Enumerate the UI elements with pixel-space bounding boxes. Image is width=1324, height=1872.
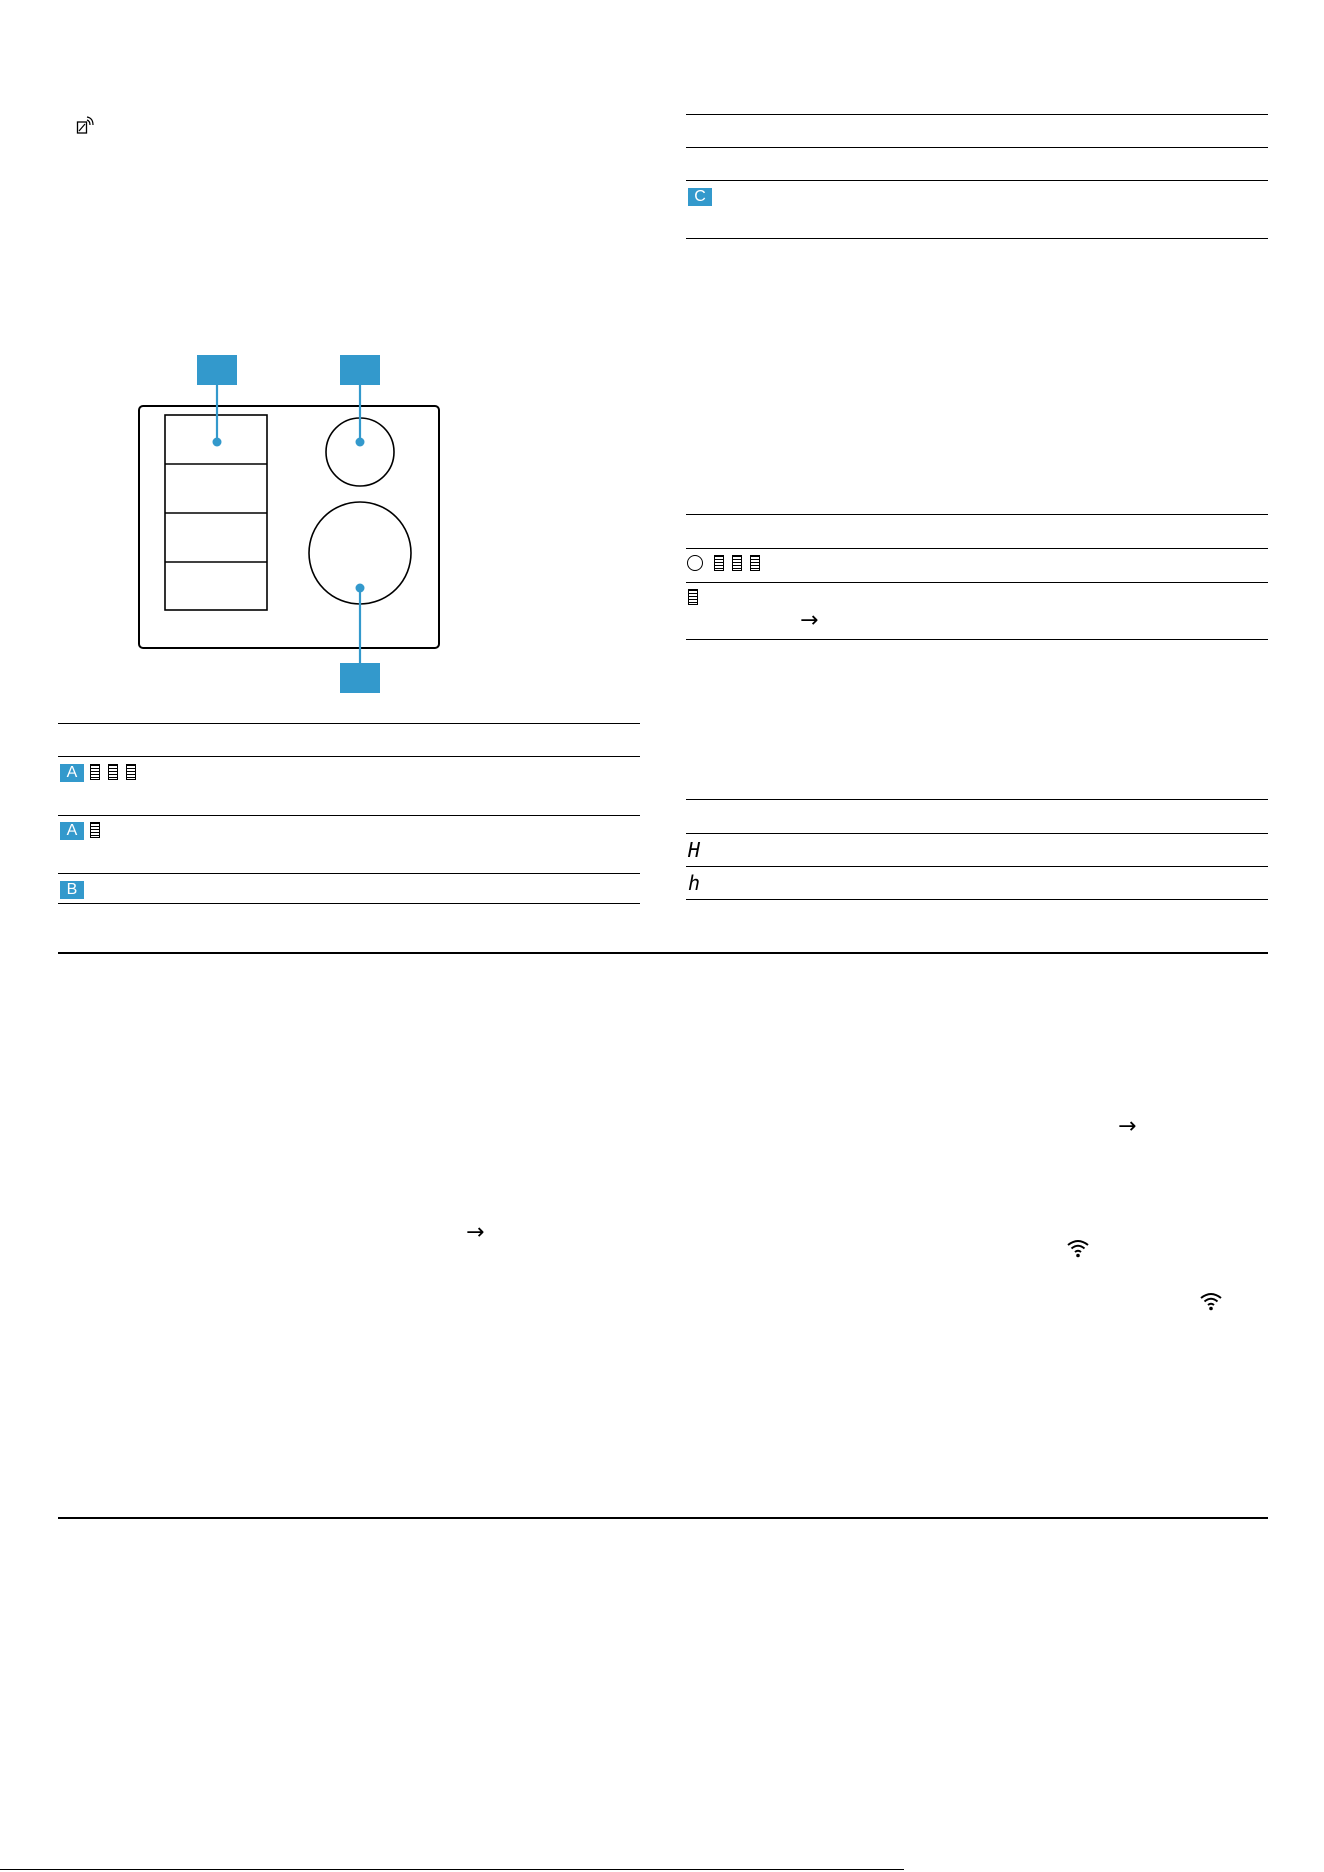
left-table-rule [58,903,640,904]
right-table-1-rule [686,180,1268,181]
power-level-bars-icon [750,555,760,571]
arrow-glyph: → [1118,1114,1137,1139]
footer-rule [0,1869,904,1870]
right-table-3-rule [686,899,1268,900]
right-table-2-rule [686,548,1268,549]
section-divider [58,1517,1268,1519]
circle-icon [687,555,703,571]
label-badge-a: A [60,764,84,782]
callout-box-2 [340,355,380,385]
label-badge-b: B [60,881,84,899]
hob-outline [139,406,439,648]
left-table-rule [58,815,640,816]
callout-dots [213,438,365,593]
right-table-2-rule [686,514,1268,515]
segment-display-H: H [688,838,701,862]
power-level-bars-icon [90,764,100,780]
left-table-rule [58,756,640,757]
right-table-3-rule [686,799,1268,800]
power-level-bars-icon [126,764,136,780]
right-table-1-rule [686,238,1268,239]
right-table-3-rule [686,866,1268,867]
hob-diagram [130,350,450,700]
left-table-rule [58,723,640,724]
right-table-2-rule [686,639,1268,640]
left-table-rule [58,873,640,874]
power-level-bars-icon [90,822,100,838]
section-divider [58,952,1268,954]
power-level-bars-icon [714,555,724,571]
label-badge-a: A [60,822,84,840]
power-level-bars-icon [732,555,742,571]
wifi-icon [1199,1291,1223,1311]
power-level-bars-icon [108,764,118,780]
right-table-1-rule [686,147,1268,148]
right-table-3-rule [686,833,1268,834]
right-table-2-rule [686,582,1268,583]
arrow-glyph: → [800,608,819,633]
hob-remote-icon [76,116,94,136]
callout-box-1 [197,355,237,385]
power-level-bars-icon [688,589,698,605]
wifi-icon [1066,1238,1090,1258]
right-table-1-rule [686,114,1268,115]
segment-display-h: h [688,871,701,895]
arrow-glyph: → [466,1220,485,1245]
label-badge-c: C [688,188,712,206]
callout-box-3 [340,663,380,693]
